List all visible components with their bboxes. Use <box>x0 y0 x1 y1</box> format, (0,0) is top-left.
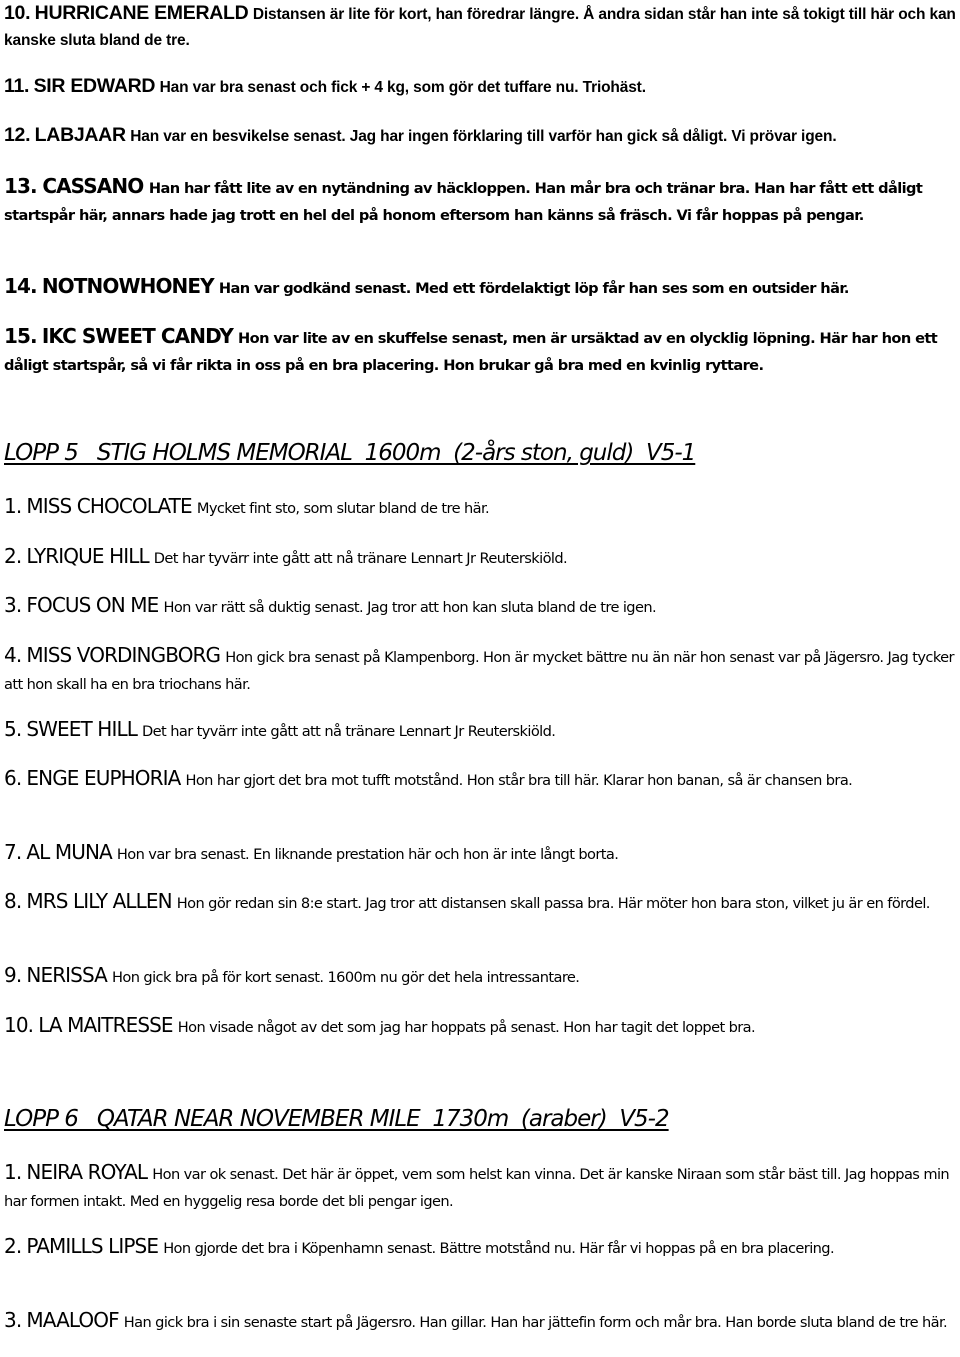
horse-name: HURRICANE EMERALD <box>34 2 249 24</box>
entry-sir-edward <box>4 73 958 101</box>
entry-number: 11. <box>4 75 30 97</box>
entry-number: 14. <box>4 274 37 298</box>
entry-comment: Det har tyvärr inte gått att nå tränare Lennart Jr Reuterskiöld. <box>153 550 568 567</box>
entry-comment: Det har tyvärr inte gått att nå tränare Lennart Jr Reuterskiöld. <box>142 723 556 740</box>
race-5-entry-4 <box>4 642 958 698</box>
entry-comment: Han var en besvikelse senast. Jag har ingen förklaring till varför han gick så dåligt. Vi prövar igen. <box>130 128 837 145</box>
race-5-entry-8 <box>4 888 958 917</box>
horse-name: AL MUNA <box>26 840 112 864</box>
horse-name: MISS VORDINGBORG <box>26 643 221 667</box>
entry-cassano <box>4 173 958 229</box>
race-5-entry-3 <box>4 592 958 621</box>
entry-number: 9. <box>4 963 22 987</box>
horse-name: NOTNOWHONEY <box>41 274 214 298</box>
entry-number: 2. <box>4 544 22 568</box>
entry-number: 1. <box>4 1160 22 1184</box>
entry-number: 12. <box>4 124 31 146</box>
race-6-entry-1 <box>4 1159 958 1215</box>
entry-number: 1. <box>4 494 22 518</box>
entry-number: 13. <box>4 174 37 198</box>
horse-name: ENGE EUPHORIA <box>26 766 181 790</box>
horse-name: LA MAITRESSE <box>38 1013 173 1037</box>
entry-comment: Han var bra senast och fick + 4 kg, som gör det tuffare nu. Triohäst. <box>159 79 646 96</box>
race-5-entry-2 <box>4 543 958 572</box>
entry-number: 4. <box>4 643 22 667</box>
entry-comment: Hon gjorde det bra i Köpenhamn senast. Bättre motstånd nu. Här får vi hoppas på en bra placering. <box>163 1240 835 1257</box>
horse-name: CASSANO <box>42 174 144 198</box>
race-6-heading: LOPP 6 QATAR NEAR NOVEMBER MILE 1730m (araber) V5-2 <box>4 1106 669 1132</box>
entry-number: 8. <box>4 889 22 913</box>
race-5-entry-9 <box>4 962 958 991</box>
entry-notnowhoney <box>4 273 958 302</box>
race-5-entry-7 <box>4 839 958 868</box>
race-5-entry-10 <box>4 1012 958 1041</box>
entry-number: 10. <box>4 2 31 24</box>
horse-name: SIR EDWARD <box>33 75 156 97</box>
entry-comment: Hon visade något av det som jag har hoppats på senast. Hon har tagit det loppet bra. <box>177 1019 756 1036</box>
entry-comment: Hon gick bra senast på Klampenborg. Hon är mycket bättre nu än när hon senast var på Jägersro. Jag tycker att hon skall ha en bra triochans här. <box>4 649 954 693</box>
race-5-entry-6 <box>4 765 958 794</box>
horse-name: SWEET HILL <box>26 717 137 741</box>
entry-comment: Hon var rätt så duktig senast. Jag tror att hon kan sluta bland de tre igen. <box>163 599 657 616</box>
horse-name: MISS CHOCOLATE <box>26 494 192 518</box>
race-6-entry-3 <box>4 1307 958 1336</box>
race-5-entry-5 <box>4 716 958 745</box>
entry-number: 10. <box>4 1013 34 1037</box>
horse-name: PAMILLS LIPSE <box>26 1234 159 1258</box>
entry-number: 3. <box>4 1308 22 1332</box>
entry-labjaar <box>4 122 958 150</box>
entry-ikc-sweet-candy <box>4 323 958 379</box>
entry-number: 3. <box>4 593 22 617</box>
horse-name: NERISSA <box>26 963 107 987</box>
entry-comment: Han var godkänd senast. Med ett fördelaktigt löp får han ses som en outsider här. <box>218 280 849 297</box>
horse-name: FOCUS ON ME <box>26 593 159 617</box>
entry-comment: Mycket fint sto, som slutar bland de tre här. <box>196 500 490 517</box>
horse-name: IKC SWEET CANDY <box>41 324 233 348</box>
race-5-heading: LOPP 5 STIG HOLMS MEMORIAL 1600m (2-års ston, guld) V5-1 <box>4 440 696 466</box>
entry-comment: Han har fått lite av en nytändning av häckloppen. Han mår bra och tränar bra. Han har fått ett dåligt startspår här, annars hade jag trott en hel del på honom eftersom han känns så fräsch. Vi får hoppas på pengar. <box>4 180 923 224</box>
horse-name: LYRIQUE HILL <box>26 544 149 568</box>
horse-name: NEIRA ROYAL <box>26 1160 148 1184</box>
race-6-entry-2 <box>4 1233 958 1262</box>
entry-number: 6. <box>4 766 22 790</box>
entry-number: 2. <box>4 1234 22 1258</box>
entry-comment: Hon var lite av en skuffelse senast, men är ursäktad av en olycklig löpning. Här har hon ett dåligt startspår, så vi får rikta in oss på en bra placering. Hon brukar gå bra med en kvinlig ryttare. <box>4 330 938 374</box>
entry-comment: Hon var bra senast. En liknande prestation här och hon är inte långt borta. <box>116 846 619 863</box>
entry-number: 15. <box>4 324 37 348</box>
entry-comment: Hon har gjort det bra mot tufft motstånd. Hon står bra till här. Klarar hon banan, så är chansen bra. <box>185 772 853 789</box>
entry-comment: Distansen är lite för kort, han föredrar längre. Å andra sidan står han inte så tokigt till här och kan kanske sluta bland de tre. <box>4 6 956 49</box>
entry-comment: Hon gick bra på för kort senast. 1600m nu gör det hela intressantare. <box>112 969 580 986</box>
entry-comment: Hon gör redan sin 8:e start. Jag tror att distansen skall passa bra. Här möter hon bara ston, vilket ju är en fördel. <box>176 895 930 912</box>
race-5-entry-1 <box>4 493 958 522</box>
entry-comment: Han gick bra i sin senaste start på Jägersro. Han gillar. Han har jättefin form och mår bra. Han borde sluta bland de tre här. <box>123 1314 948 1331</box>
entry-comment: Hon var ok senast. Det här är öppet, vem som helst kan vinna. Det är kanske Niraan som står bäst till. Jag hoppas min har formen intakt. Med en hyggelig resa borde det bli pengar igen. <box>4 1166 950 1210</box>
entry-hurricane-emerald <box>4 0 958 54</box>
horse-name: MAALOOF <box>26 1308 119 1332</box>
entry-number: 7. <box>4 840 22 864</box>
entry-number: 5. <box>4 717 22 741</box>
horse-name: MRS LILY ALLEN <box>26 889 172 913</box>
horse-name: LABJAAR <box>34 124 126 146</box>
